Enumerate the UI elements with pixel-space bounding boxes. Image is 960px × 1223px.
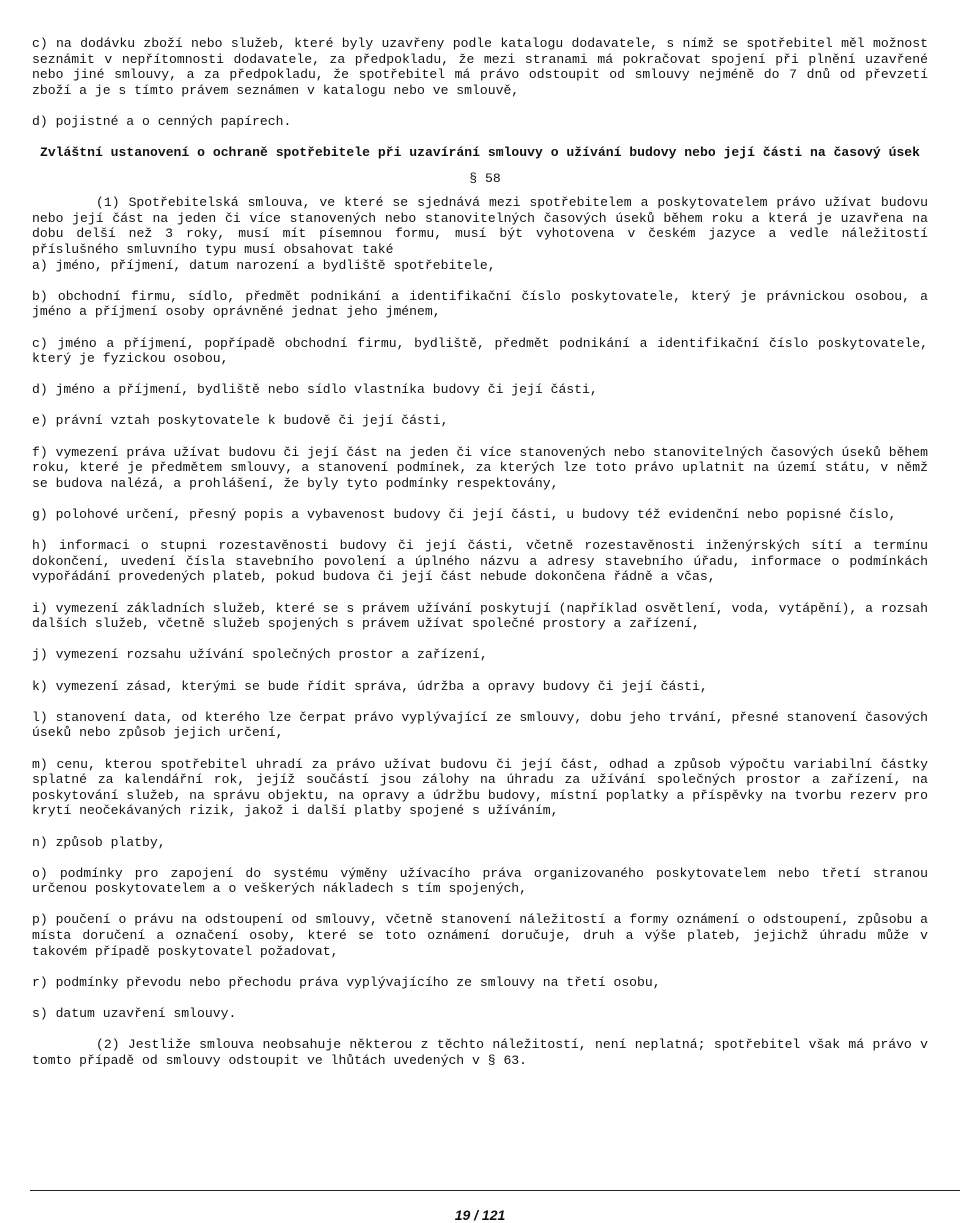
section-heading: Zvláštní ustanovení o ochraně spotřebitele při uzavírání smlouvy o užívání budovy nebo její části na časový úsek bbox=[39, 144, 921, 160]
list-item-m: m) cenu, kterou spotřebitel uhradí za právo užívat budovu či její část, odhad a způsob výpočtu variabilní částky splatné za kalendářní rok, jejíž součástí jsou zálohy na úhradu za užívání společných prostor a zařízení, na poskytování služeb, na správu objektu, na opravy a údržbu budovy, místní poplatky a příspěvky na tvorbu rezerv pro krytí neočekávaných rizik, jakož i další platby spojené s užíváním, bbox=[32, 756, 928, 819]
item-c-continuation: c) na dodávku zboží nebo služeb, které byly uzavřeny podle katalogu dodavatele, s nímž se spotřebitel měl možnost seznámit v nepřítomnosti dodavatele, za předpokladu, že mezi stranami má pokračovat spojení při plnění uzavřené nebo jiné smlouvy, a za předpokladu, že spotřebitel má právo odstoupit od smlouvy nejméně do 7 dnů od převzetí zboží a je s tímto právem seznámen v katalogu nebo ve smlouvě, bbox=[32, 36, 928, 98]
list-item-h: h) informaci o stupni rozestavěnosti budovy či její části, včetně rozestavěnosti inženýrských sítí a termínu dokončení, uvedení čísla stavebního povolení a úplného názvu a adresy stavebního úřadu, informace o podmínkách vypořádání provedených plateb, pokud budova či její část nebude dokončena řádně a včas, bbox=[32, 538, 928, 585]
list-item-b: b) obchodní firmu, sídlo, předmět podnikání a identifikační číslo poskytovatele, který je právnickou osobou, a jméno a příjmení osoby oprávněné jednat jeho jménem, bbox=[32, 288, 928, 320]
list-item-c: c) jméno a příjmení, popřípadě obchodní firmu, bydliště, předmět podnikání a identifikační číslo poskytovatele, který je fyzickou osobou, bbox=[32, 335, 928, 367]
list-item-k: k) vymezení zásad, kterými se bude řídit správa, údržba a opravy budovy či její části, bbox=[32, 678, 708, 694]
intro-paragraph: (1) Spotřebitelská smlouva, ve které se sjednává mezi spotřebitelem a poskytovatelem právo užívat budovu nebo její část na jeden či více stanovených nebo stanovitelných časových úseků během roku a která je uzavřena na dobu delší než 3 roky, musí mít písemnou formu, musí být vyhotovena v českém jazyce a vedle náležitostí příslušného smluvního typu musí obsahovat také bbox=[32, 195, 928, 257]
list-item-i: i) vymezení základních služeb, které se s právem užívání poskytují (například osvětlení, voda, vytápění), a rozsah dalších služeb, včetně služeb spojených s právem užívat společné prostory a zařízení, bbox=[32, 600, 928, 632]
section-number: § 58 bbox=[469, 170, 501, 186]
list-item-f: f) vymezení práva užívat budovu či její část na jeden či více stanovených nebo stanovitelných časových úseků během roku, které je předmětem smlouvy, a stanovení podmínek, za kterých lze toto právo uplatnit na území státu, v němž se budova nalézá, a prohlášení, že byly tyto podmínky respektovány, bbox=[32, 444, 928, 491]
item-d-continuation: d) pojistné a o cenných papírech. bbox=[32, 113, 292, 129]
list-item-n: n) způsob platby, bbox=[32, 834, 166, 850]
list-item-l: l) stanovení data, od kterého lze čerpat právo vyplývající ze smlouvy, dobu jeho trvání, přesné stanovení časových úseků nebo způsob jejich určení, bbox=[32, 709, 928, 741]
list-item-e: e) právní vztah poskytovatele k budově či její části, bbox=[32, 413, 449, 429]
page-number: 19 / 121 bbox=[454, 1207, 506, 1223]
list-item-d: d) jméno a příjmení, bydliště nebo sídlo vlastníka budovy či její části, bbox=[32, 382, 598, 398]
document-body bbox=[32, 36, 928, 1068]
list-item-g: g) polohové určení, přesný popis a vybavenost budovy či její části, u budovy též evidenční nebo popisné číslo, bbox=[32, 507, 897, 523]
list-item-j: j) vymezení rozsahu užívání společných prostor a zařízení, bbox=[32, 647, 488, 663]
list-item-o: o) podmínky pro zapojení do systému výměny užívacího práva organizovaného poskytovatelem nebo třetí stranou určenou poskytovatelem a o veškerých nákladech s tím spojených, bbox=[32, 865, 928, 897]
list-item-a: a) jméno, příjmení, datum narození a bydliště spotřebitele, bbox=[32, 257, 496, 273]
list-item-r: r) podmínky převodu nebo přechodu práva vyplývajícího ze smlouvy na třetí osobu, bbox=[32, 974, 661, 990]
closing-paragraph: (2) Jestliže smlouva neobsahuje některou z těchto náležitostí, není neplatná; spotřebitel však má právo v tomto případě od smlouvy odstoupit ve lhůtách uvedených v § 63. bbox=[32, 1037, 928, 1068]
list-item-s: s) datum uzavření smlouvy. bbox=[32, 1006, 237, 1022]
list-item-p: p) poučení o právu na odstoupení od smlouvy, včetně stanovení náležitostí a formy oznámení o odstoupení, způsobu a místa doručení a označení osoby, které se toto oznámení doručuje, druh a výše plateb, jejichž úhradu může v takovém případě poskytovatel požadovat, bbox=[32, 912, 928, 959]
footer-divider bbox=[30, 1190, 960, 1191]
